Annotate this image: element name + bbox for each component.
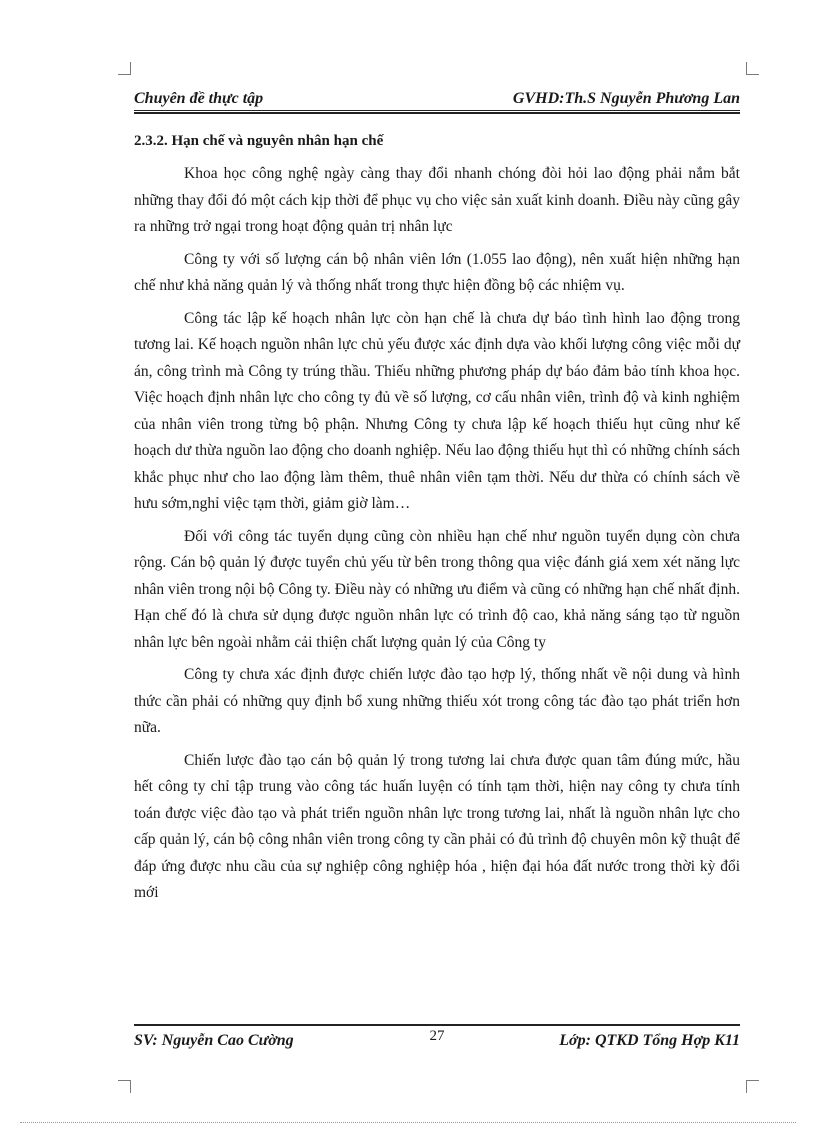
page-number: 27 [429, 1028, 445, 1044]
page-header [134, 82, 740, 111]
page-footer [134, 1024, 740, 1050]
page-body [134, 131, 740, 913]
footer-class: Lớp: QTKD Tổng Hợp K11 [559, 1032, 740, 1049]
footer-student: SV: Nguyễn Cao Cường [134, 1032, 294, 1049]
paragraph-1: Khoa học công nghệ ngày càng thay đổi nhanh chóng đòi hỏi lao động phải nắm bắt những thay đổi đó một cách kịp thời để phục vụ cho việc sản xuất kinh doanh. Điều này cũng gây ra những trở ngại trong hoạt động quản trị nhân lực [134, 165, 740, 235]
paragraph-6: Chiến lược đào tạo cán bộ quản lý trong tương lai chưa được quan tâm đúng mức, hầu hết công ty chỉ tập trung vào công tác huấn luyện có tính tạm thời, hiện nay công ty chưa tính toán được việc đào tạo và phát triển nguồn nhân lực trong tương lai, nhất là nguồn nhân lực cho cấp quản lý, cán bộ công nhân viên trong công ty cần phải có đủ trình độ chuyên môn kỹ thuật để đáp ứng được nhu cầu của sự nghiệp công nghiệp hóa , hiện đại hóa đất nước trong thời kỳ đổi mới [134, 751, 740, 901]
header-supervisor: GVHD:Th.S Nguyễn Phương Lan [512, 90, 740, 107]
section-title: 2.3.2. Hạn chế và nguyên nhân hạn chế [134, 133, 384, 149]
crop-mark-top-right [746, 62, 759, 75]
header-document-type: Chuyên đề thực tập [134, 90, 264, 107]
crop-mark-bottom-right [746, 1080, 759, 1093]
paragraph-4: Đối với công tác tuyển dụng cũng còn nhiều hạn chế như nguồn tuyển dụng còn chưa rộng. Cán bộ quản lý được tuyển chủ yếu từ bên trong thông qua việc đánh giá xem xét năng lực nhân viên trong nội bộ Công ty. Điều này có những ưu điểm và cũng có những hạn chế nhất định. Hạn chế đó là chưa sử dụng được nguồn nhân lực có trình độ cao, khả năng sáng tạo từ nguồn nhân lực bên ngoài nhằm cải thiện chất lượng quản lý của Công ty [134, 527, 740, 651]
paragraph-5: Công ty chưa xác định được chiến lược đào tạo hợp lý, thống nhất về nội dung và hình thức cần phải có những quy định bổ xung những thiếu xót trong công tác đào tạo phát triển hơn nữa. [134, 666, 740, 736]
paragraph-2: Công ty với số lượng cán bộ nhân viên lớn (1.055 lao động), nên xuất hiện những hạn chế như khả năng quản lý và thống nhất trong thực hiện đồng bộ các nhiệm vụ. [134, 250, 740, 294]
paragraph-3: Công tác lập kế hoạch nhân lực còn hạn chế là chưa dự báo tình hình lao động trong tương lai. Kế hoạch nguồn nhân lực chủ yếu được xác định dựa vào khối lượng công việc mỗi dự án, công trình mà Công ty trúng thầu. Thiếu những phương pháp dự báo đảm bảo tính khoa học. Việc hoạch định nhân lực cho công ty đủ về số lượng, cơ cấu nhân viên, trình độ và kinh nghiệm của nhân viên trong từng bộ phận. Nhưng Công ty chưa lập kế hoạch thiếu hụt cũng như kế hoạch dư thừa nguồn lao động cho doanh nghiệp. Nếu lao động thiếu hụt thì có những chính sách khắc phục như cho lao động làm thêm, thuê nhân viên tạm thời. Nếu dư thừa có chính sách về hưu sớm,nghỉ việc tạm thời, giảm giờ làm… [134, 309, 740, 512]
crop-mark-bottom-left [118, 1080, 131, 1093]
crop-mark-top-left [118, 62, 131, 75]
